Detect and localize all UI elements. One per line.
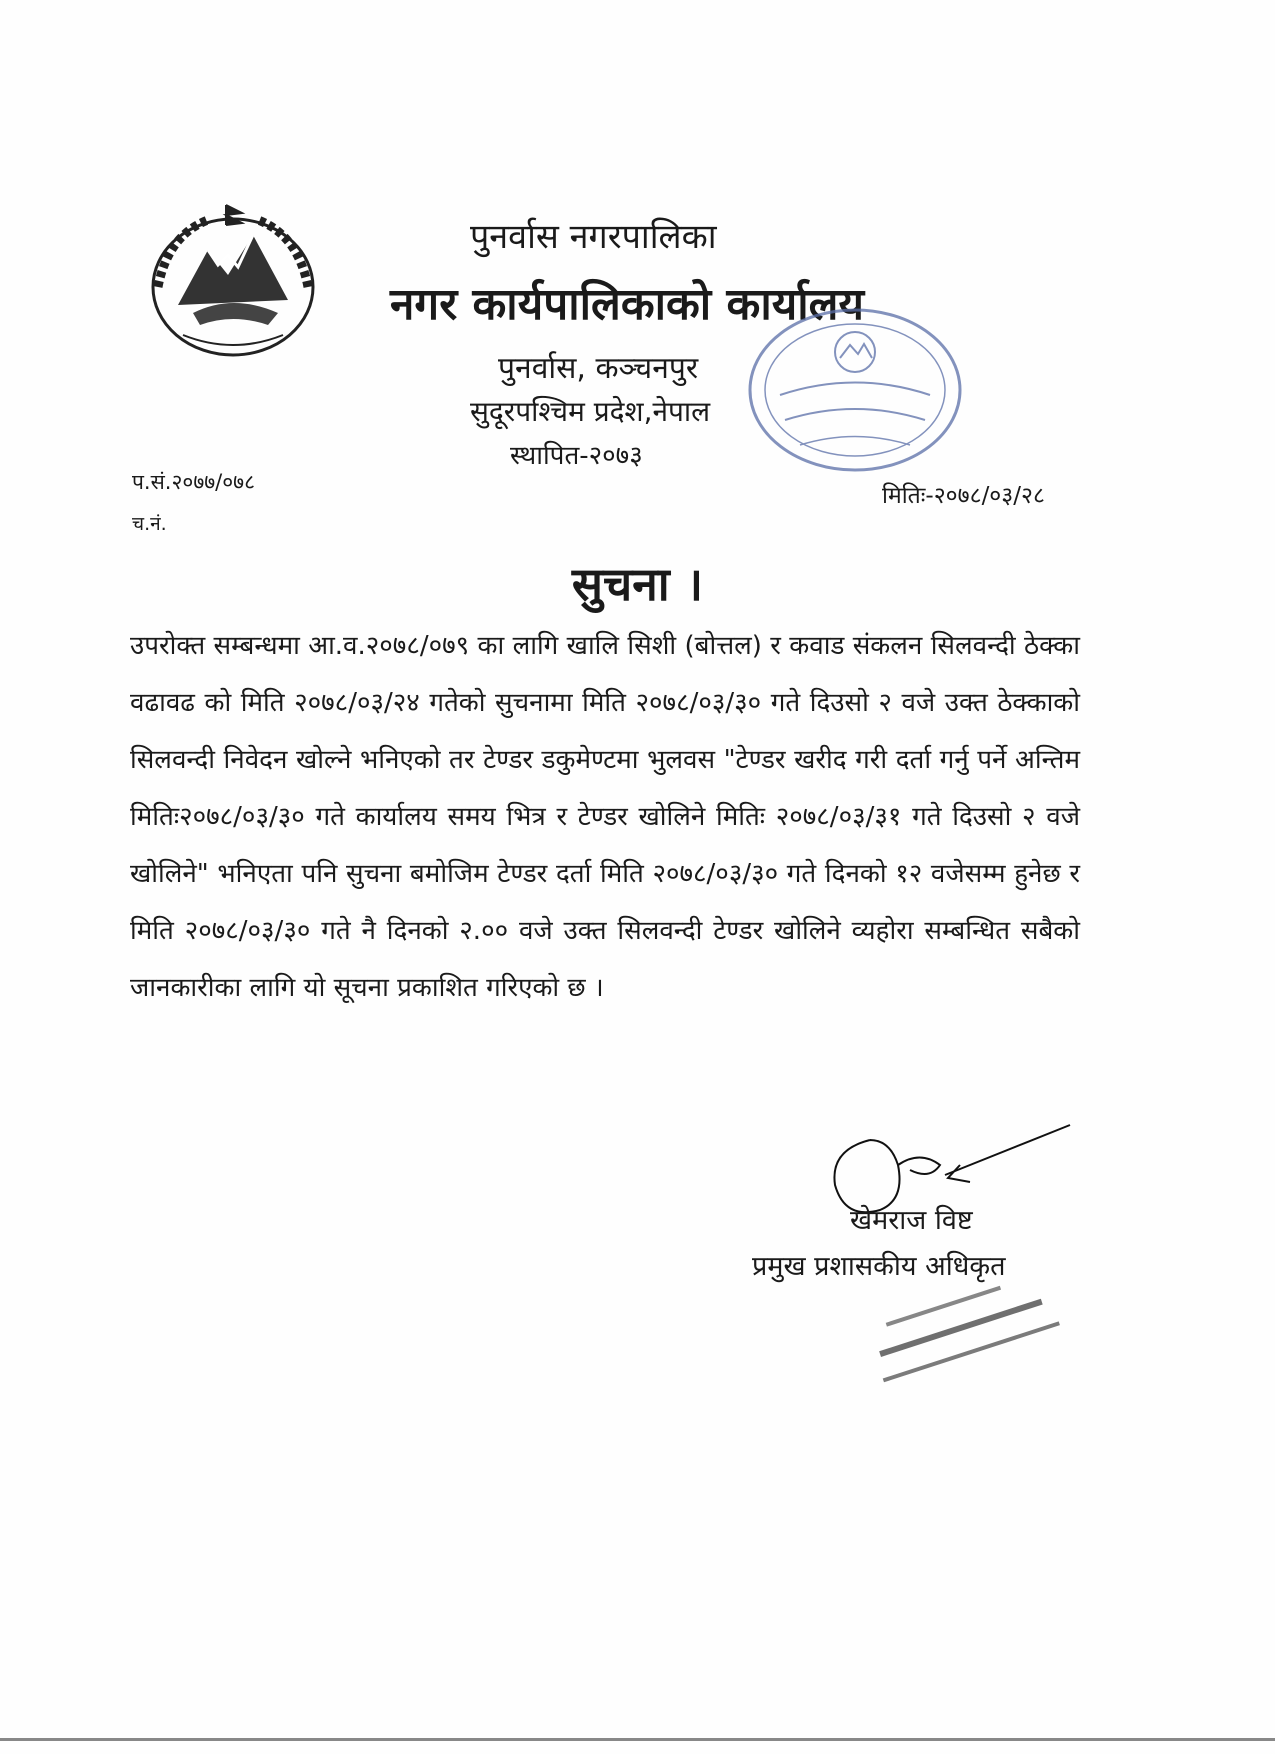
notice-date: मितिः-२०७८/०३/२८ xyxy=(882,483,1045,509)
office-stamp-icon xyxy=(740,300,970,480)
signatory-designation: प्रमुख प्रशासकीय अधिकृत xyxy=(752,1251,1006,1282)
officer-seal-icon xyxy=(840,1240,1080,1410)
notice-body: उपरोक्त सम्बन्धमा आ.व.२०७८/०७९ का लागि खालि सिशी (बोत्तल) र कवाड संकलन सिलवन्दी ठेक्का वढावढ को मिति २०७८/०३/२४ गतेको सुचनामा मिति २०७८/०३/३० गते दिउसो २ वजे उक्त ठेक्काको सिलवन्दी निवेदन खोल्ने भनिएको तर टेण्डर डकुमेण्टमा भुलवस "टेण्डर खरीद गरी दर्ता गर्नु पर्ने अन्तिम मितिः२०७८/०३/३० गते कार्यालय समय भित्र र टेण्डर खोलिने मितिः २०७८/०३/३१ गते दिउसो २ वजे खोलिने" भनिएता पनि सुचना बमोजिम टेण्डर दर्ता मिति २०७८/०३/३० गते दिनको १२ वजेसम्म हुनेछ र मिति २०७८/०३/३० गते नै दिनको २.०० वजे उक्त सिलवन्दी टेण्डर खोलिने व्यहोरा सम्बन्धित सबैको जानकारीका लागि यो सूचना प्रकाशित गरिएको छ । xyxy=(130,631,1080,1003)
dispatch-number: च.नं. xyxy=(132,513,167,535)
nepal-emblem-icon xyxy=(138,195,328,365)
page-bottom-edge xyxy=(0,1738,1275,1741)
signatory-name: खेमराज विष्ट xyxy=(850,1205,973,1236)
province-name: सुदूरपश्चिम प्रदेश,नेपाल xyxy=(470,395,711,428)
office-location: पुनर्वास, कञ्चनपुर xyxy=(498,351,699,386)
municipality-name: पुनर्वास नगरपालिका xyxy=(470,217,717,257)
notice-title: सुचना । xyxy=(571,557,704,611)
established-year: स्थापित-२०७३ xyxy=(510,441,643,471)
reference-number: प.सं.२०७७/०७८ xyxy=(132,470,255,494)
office-name: नगर कार्यपालिकाको कार्यालय xyxy=(390,279,864,330)
